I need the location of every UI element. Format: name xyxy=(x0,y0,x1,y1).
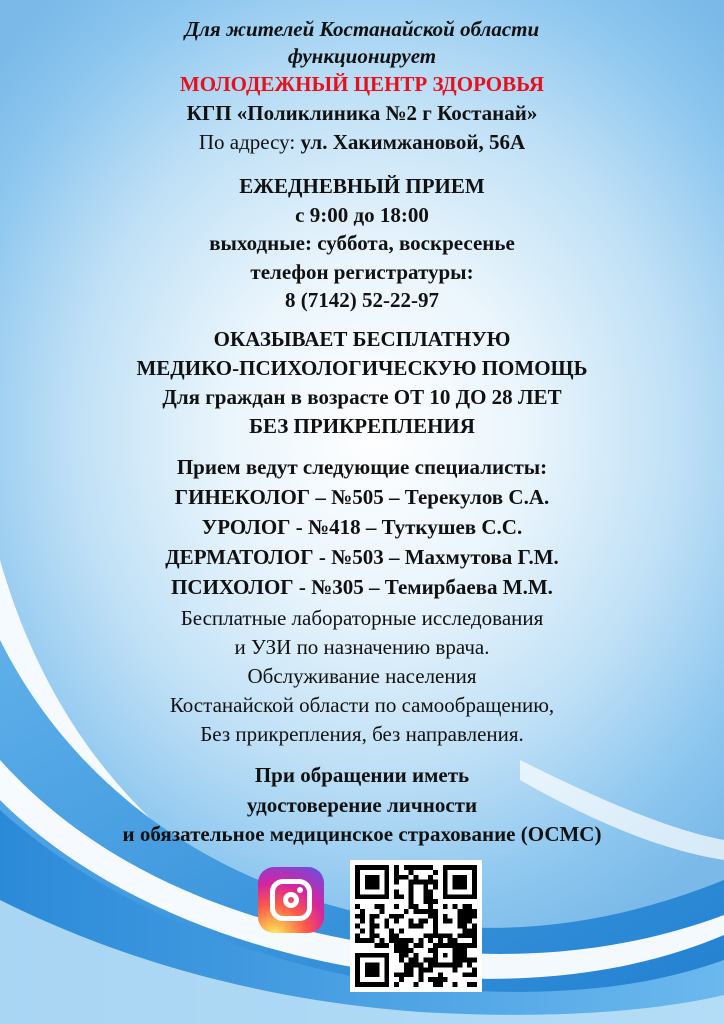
free-services-line: и УЗИ по назначению врача. xyxy=(234,635,490,659)
service-line-2: МЕДИКО-ПСИХОЛОГИЧЕСКУЮ ПОМОЩЬ xyxy=(136,356,588,380)
schedule-block xyxy=(0,172,724,315)
service-block xyxy=(0,325,724,441)
schedule-title: ЕЖЕДНЕВНЫЙ ПРИЕМ xyxy=(239,174,485,198)
address-label: По адресу: xyxy=(198,130,296,154)
organization-name: КГП «Поликлиника №2 г Костанай» xyxy=(186,101,538,125)
free-services-line: Без прикрепления, без направления. xyxy=(200,722,524,746)
service-line-3: Для граждан в возрасте ОТ 10 ДО 28 ЛЕТ xyxy=(162,385,562,409)
address xyxy=(0,128,724,157)
requirements-block xyxy=(0,761,724,850)
specialists-block xyxy=(0,452,724,602)
header-line-1: Для жителей Костанайской области xyxy=(184,17,540,41)
instagram-icon[interactable] xyxy=(258,867,324,933)
schedule-hours: с 9:00 до 18:00 xyxy=(295,202,429,227)
free-services-line: Костанайской области по самообращению, xyxy=(169,693,555,717)
qr-code-icon[interactable] xyxy=(350,860,482,992)
requirements-line: удостоверение личности xyxy=(246,792,478,817)
instagram-flash-dot xyxy=(297,887,303,893)
specialist-item: ПСИХОЛОГ - №305 – Темирбаева М.М. xyxy=(171,575,553,599)
specialist-item: ГИНЕКОЛОГ – №505 – Терекулов С.А. xyxy=(174,485,550,509)
phone-number: 8 (7142) 52-22-97 xyxy=(285,288,439,312)
free-services-line: Бесплатные лабораторные исследования xyxy=(180,606,544,630)
specialists-title: Прием ведут следующие специалисты: xyxy=(176,455,548,479)
center-name: МОЛОДЕЖНЫЙ ЦЕНТР ЗДОРОВЬЯ xyxy=(179,72,545,96)
service-line-1: ОКАЗЫВАЕТ БЕСПЛАТНУЮ xyxy=(213,327,511,351)
header-block xyxy=(0,16,724,157)
specialist-item: УРОЛОГ - №418 – Туткушев С.С. xyxy=(201,515,523,539)
requirements-line: При обращении иметь xyxy=(254,763,470,787)
header-line-2: функционирует xyxy=(287,44,437,68)
address-value: ул. Хакимжановой, 56А xyxy=(300,130,526,154)
service-line-4: БЕЗ ПРИКРЕПЛЕНИЯ xyxy=(249,414,475,438)
instagram-lens xyxy=(283,892,299,908)
specialist-item: ДЕРМАТОЛОГ - №503 – Махмутова Г.М. xyxy=(165,545,559,569)
phone-label: телефон регистратуры: xyxy=(250,259,474,284)
qr-code-pattern xyxy=(355,865,477,987)
instagram-camera-outline xyxy=(270,879,312,921)
free-services-block xyxy=(0,604,724,749)
free-services-line: Обслуживание населения xyxy=(247,664,477,688)
schedule-days-off: выходные: суббота, воскресенье xyxy=(209,231,515,255)
requirements-line: и обязательное медицинское страхование (ОСМС) xyxy=(122,822,602,846)
